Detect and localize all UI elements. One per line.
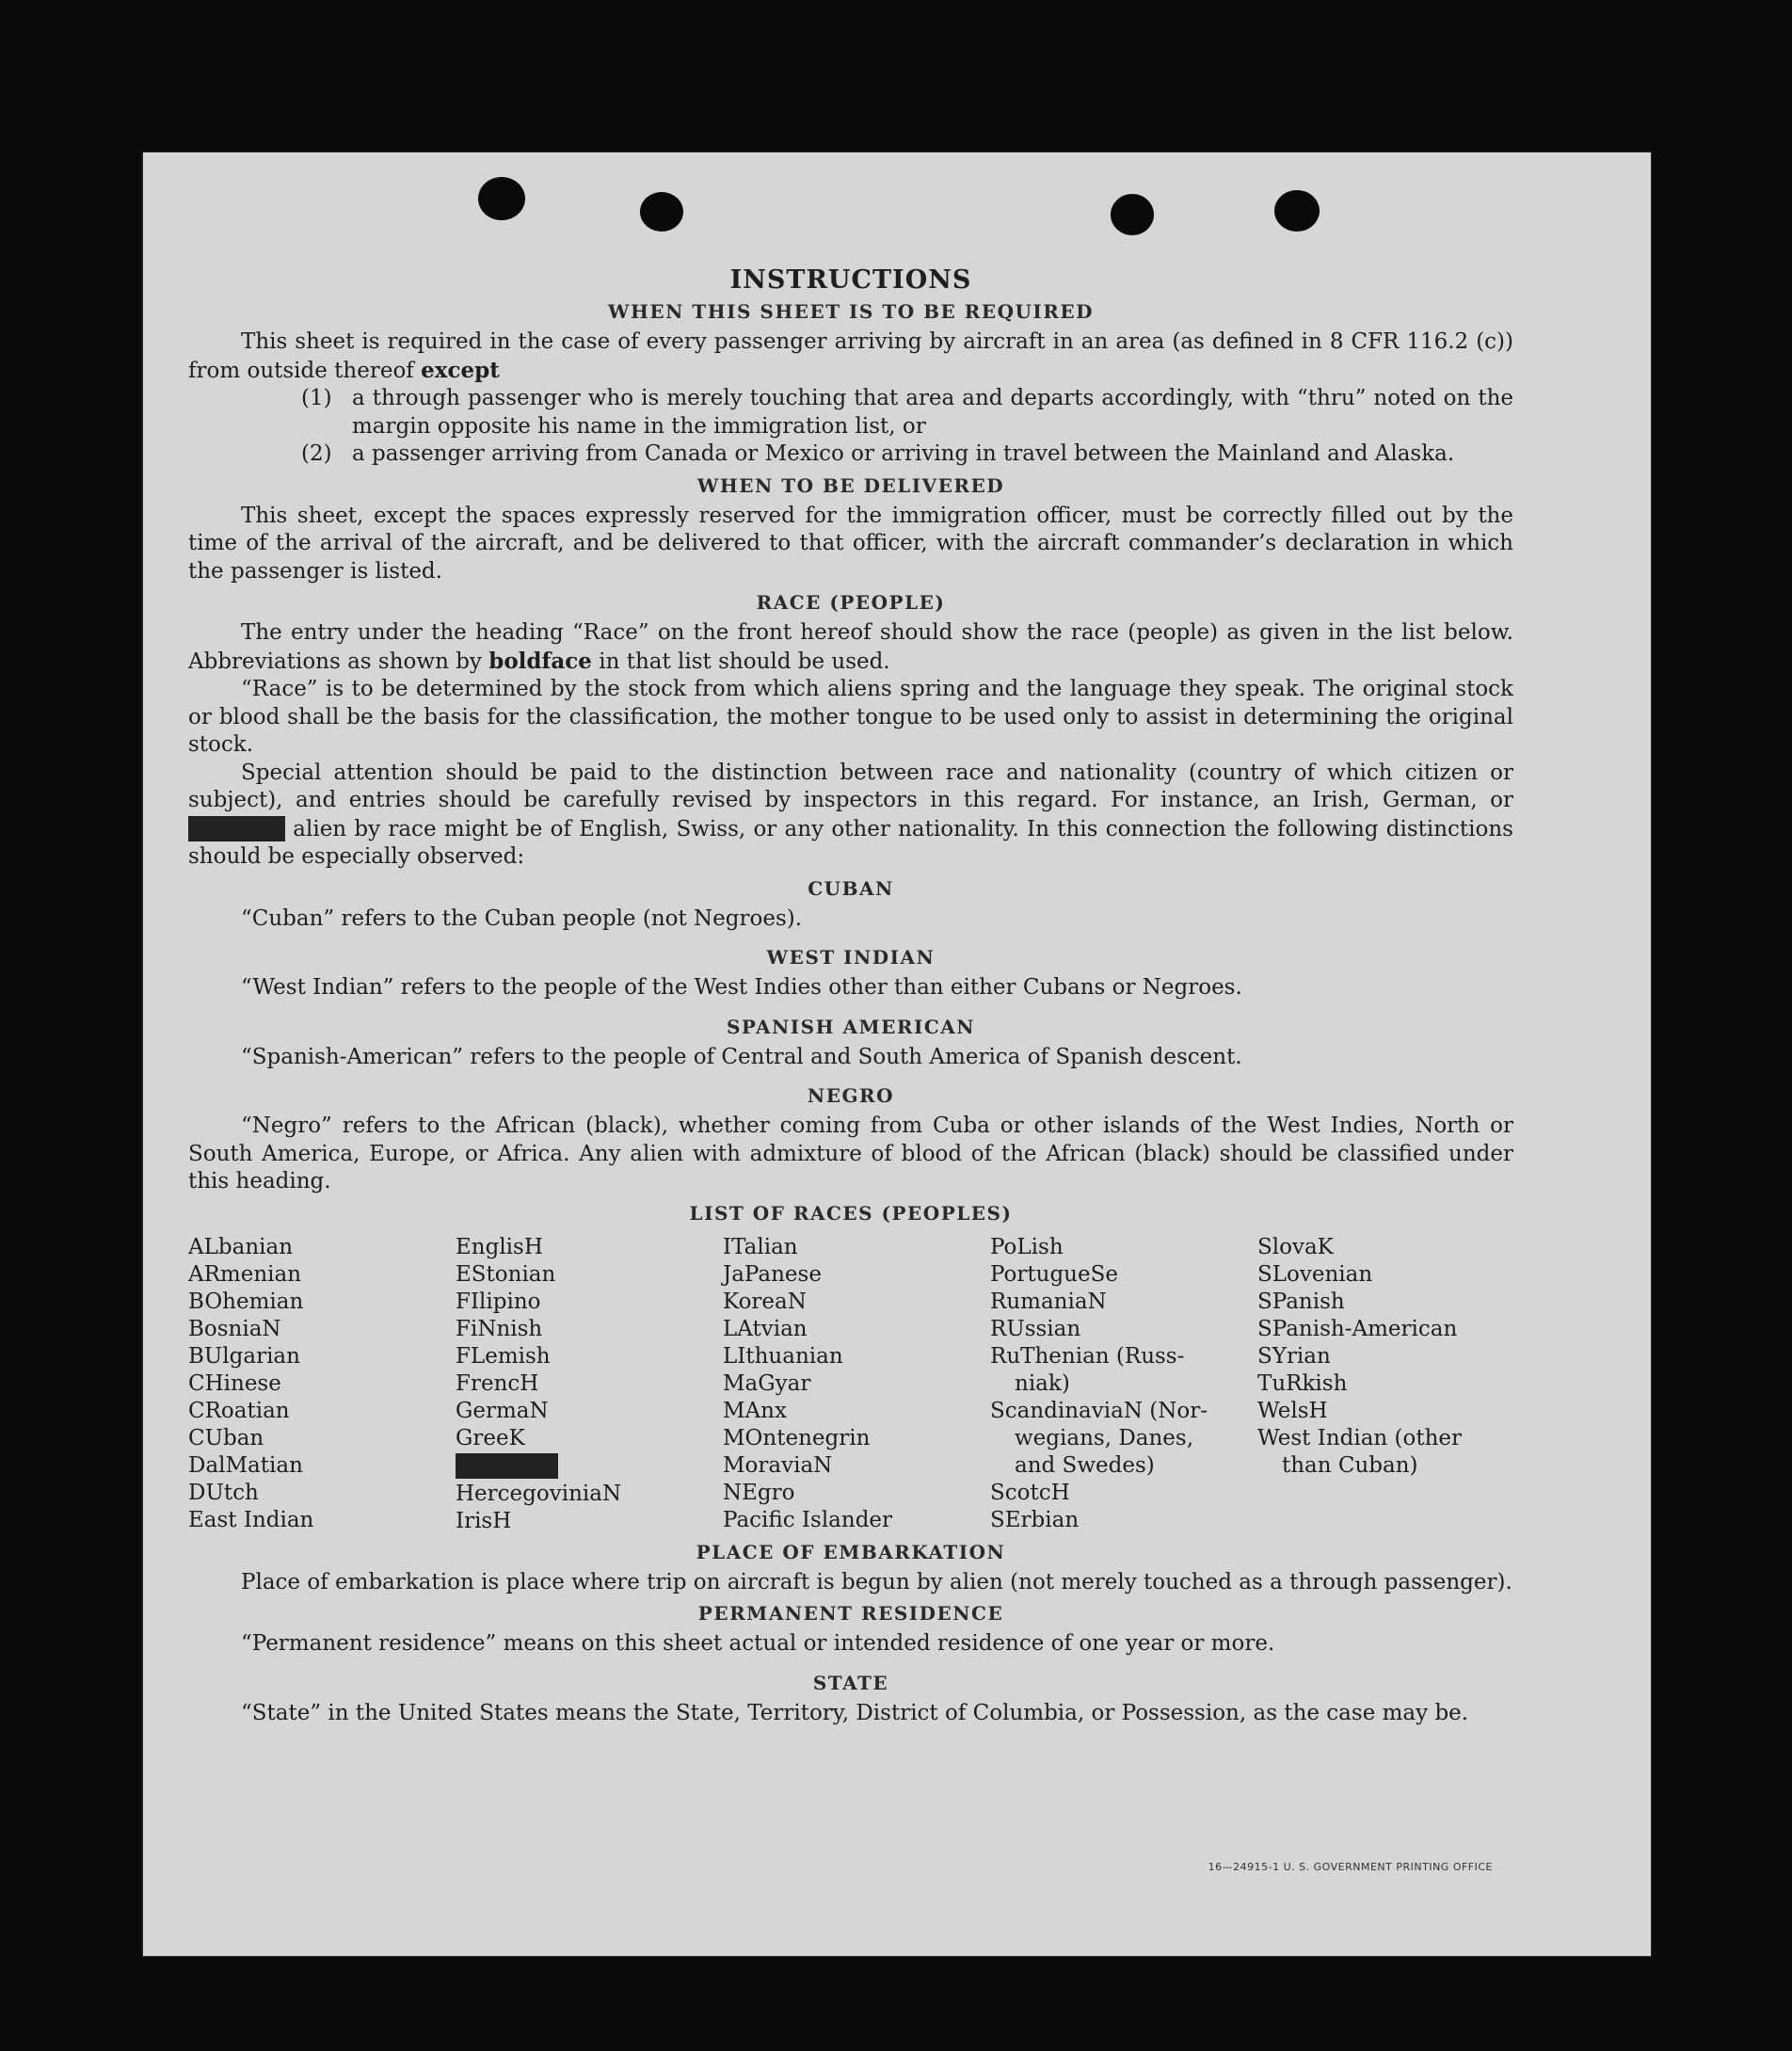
race-item: East Indian [188, 1507, 314, 1532]
race-item: GreeK [456, 1425, 525, 1450]
race-item: DalMatian [188, 1452, 303, 1478]
race-item: Pacific Islander [723, 1507, 893, 1532]
paragraph: The entry under the heading “Race” on the front hereof should show the race (people) as given in the list below. Abbreviations as shown by boldface in that list should be used. [188, 620, 1513, 674]
race-item: SPanish-American [1257, 1316, 1458, 1341]
section-heading: WHEN THIS SHEET IS TO BE REQUIRED [608, 300, 1094, 323]
race-item: PoLish [990, 1234, 1064, 1259]
race-column [990, 1234, 1246, 1535]
race-item: WelsH [1257, 1398, 1328, 1423]
paragraph: This sheet, except the spaces expressly reserved for the immigration officer, must be correctly filled out by the time of the arrival of the aircraft, and be delivered to that officer, with the aircraft commander’s declaration in which the passenger is listed. [188, 503, 1513, 584]
section-heading: RACE (PEOPLE) [756, 591, 946, 614]
race-item: FLemish [456, 1343, 551, 1369]
section-heading: WHEN TO BE DELIVERED [696, 473, 1005, 497]
redacted-word: HebreW [457, 1452, 557, 1479]
paragraph: “State” in the United States means the State, Territory, District of Columbia, or Possession, as the case may be. [241, 1700, 1469, 1725]
race-item: RUssian [990, 1316, 1081, 1341]
document-sheet [143, 152, 1651, 1956]
punch-hole [478, 177, 525, 220]
race-item: EStonian [456, 1261, 556, 1287]
race-item: RuThenian (Russ- [990, 1343, 1185, 1369]
list-item: (1) a through passenger who is merely touching that area and departs accordingly, with “thru” noted on the margin opposite his name in the immigration list, or [301, 386, 1513, 439]
race-item: SPanish [1257, 1289, 1345, 1314]
paragraph: “Race” is to be determined by the stock from which aliens spring and the language they speak. The original stock or blood shall be the basis for the classification, the mother tongue to be used only to assist in determining the original stock. [188, 677, 1513, 757]
race-item: HercegoviniaN [456, 1481, 622, 1506]
paragraph: Special attention should be paid to the distinction between race and nationality (country of which citizen or subject), and entries should be carefully revised by inspectors in this regard. For instance, an Irish, German, or Hebrew alien by race might be of English, Swiss, or any other nationality. In this connection the following distinctions should be especially observed: [188, 760, 1513, 869]
race-item: PortugueSe [990, 1261, 1118, 1287]
race-item: MAnx [723, 1398, 787, 1423]
race-item: BOhemian [188, 1289, 304, 1314]
paragraph: “Negro” refers to the African (black), whether coming from Cuba or other islands of the West Indies, North or South America, Europe, or Africa. Any alien with admixture of blood of the African (black) should be classified under this heading. [188, 1114, 1513, 1194]
race-item: TuRkish [1257, 1370, 1348, 1396]
page-title: INSTRUCTIONS [729, 265, 972, 295]
race-item: DUtch [188, 1480, 259, 1505]
section-heading: SPANISH AMERICAN [726, 1015, 976, 1038]
race-item: GermaN [456, 1398, 549, 1423]
race-list [188, 1234, 1513, 1535]
race-item: KoreaN [723, 1289, 807, 1314]
race-item: MaGyar [723, 1370, 811, 1396]
race-item: JaPanese [723, 1261, 822, 1287]
section-heading: NEGRO [807, 1084, 895, 1107]
section-heading: PLACE OF EMBARKATION [696, 1540, 1006, 1563]
race-item: BosniaN [188, 1316, 281, 1341]
race-column [456, 1234, 712, 1535]
printing-office-note: 16—24915-1 U. S. GOVERNMENT PRINTING OFFICE [1208, 1861, 1493, 1873]
section-heading: CUBAN [808, 876, 894, 900]
race-item: NEgro [723, 1480, 795, 1505]
race-item: FiNnish [456, 1316, 543, 1341]
race-column [1257, 1234, 1513, 1535]
race-item: niak) [1015, 1370, 1070, 1396]
race-item: ScandinaviaN (Nor- [990, 1398, 1208, 1423]
race-item: wegians, Danes, [1015, 1425, 1194, 1450]
race-item: ITalian [723, 1234, 798, 1259]
race-item: and Swedes) [1015, 1452, 1155, 1478]
section-heading: WEST INDIAN [766, 946, 936, 969]
paragraph: “Spanish-American” refers to the people of Central and South America of Spanish descent. [241, 1044, 1242, 1069]
paragraph: “Cuban” refers to the Cuban people (not Negroes). [241, 905, 803, 931]
race-item: SYrian [1257, 1343, 1331, 1369]
race-item: ALbanian [188, 1234, 294, 1259]
list-item: (2) a passenger arriving from Canada or Mexico or arriving in travel between the Mainland and Alaska. [301, 441, 1455, 466]
race-column [188, 1234, 444, 1535]
race-item: FIlipino [456, 1289, 541, 1314]
race-item: SLovenian [1257, 1261, 1373, 1287]
race-item: RumaniaN [990, 1289, 1107, 1314]
race-item [456, 1452, 712, 1481]
punch-hole [1274, 190, 1320, 232]
paragraph: “Permanent residence” means on this sheet actual or intended residence of one year or more. [241, 1631, 1275, 1656]
race-item: MoraviaN [723, 1452, 833, 1478]
section-heading: PERMANENT RESIDENCE [697, 1602, 1004, 1625]
section-heading: STATE [812, 1671, 889, 1694]
race-item: CUban [188, 1425, 264, 1450]
paragraph: Place of embarkation is place where trip on aircraft is begun by alien (not merely touched as a through passenger). [241, 1569, 1512, 1594]
race-item: ARmenian [188, 1261, 302, 1287]
punch-hole [1111, 194, 1154, 235]
redacted-word: Hebrew [190, 815, 283, 841]
instructions-content [188, 265, 1513, 1727]
race-item: EnglisH [456, 1234, 543, 1259]
race-item: BUlgarian [188, 1343, 300, 1369]
race-item: CHinese [188, 1370, 281, 1396]
section-heading: LIST OF RACES (PEOPLES) [689, 1201, 1013, 1225]
race-item: IrisH [456, 1508, 512, 1533]
race-item: LIthuanian [723, 1343, 843, 1369]
punch-hole [640, 192, 683, 232]
race-item: West Indian (other [1257, 1425, 1463, 1450]
race-item: ScotcH [990, 1480, 1070, 1505]
race-item: MOntenegrin [723, 1425, 871, 1450]
race-item: CRoatian [188, 1398, 290, 1423]
race-item: FrencH [456, 1370, 539, 1396]
race-item: than Cuban) [1282, 1452, 1418, 1478]
paragraph: “West Indian” refers to the people of the West Indies other than either Cubans or Negroes. [241, 975, 1242, 1000]
paragraph: This sheet is required in the case of every passenger arriving by aircraft in an area (as defined in 8 CFR 116.2 (c)) from outside thereof except [188, 329, 1513, 383]
race-item: LAtvian [723, 1316, 808, 1341]
race-column [723, 1234, 979, 1535]
race-item: SErbian [990, 1507, 1080, 1532]
race-item: SlovaK [1257, 1234, 1334, 1259]
